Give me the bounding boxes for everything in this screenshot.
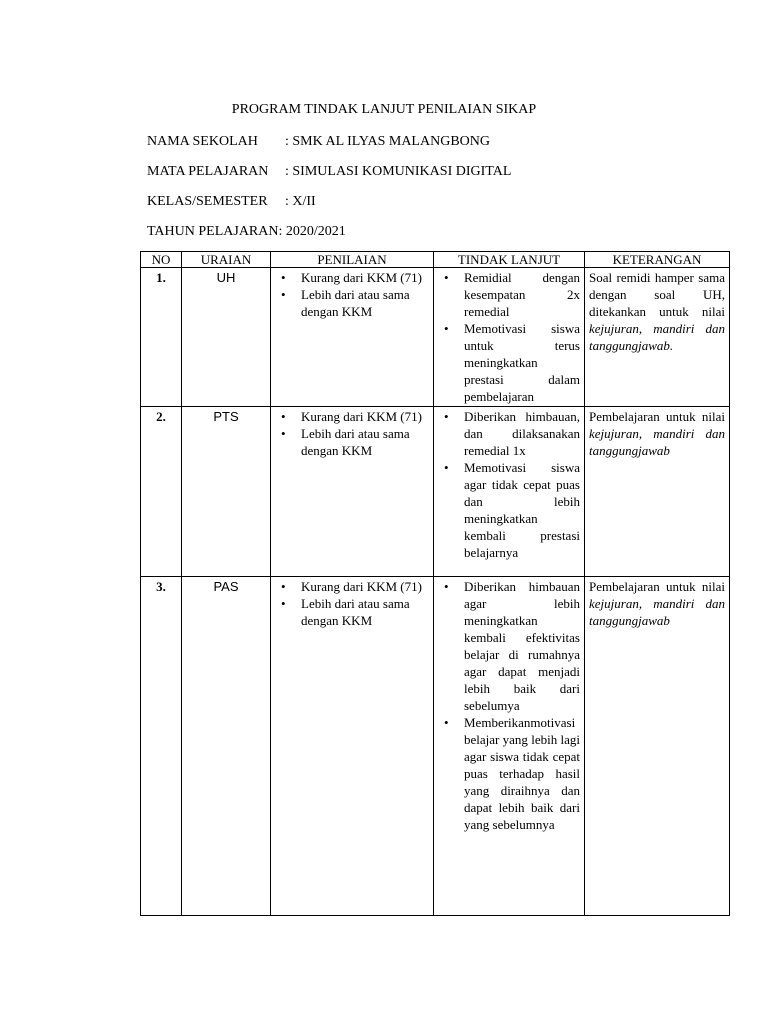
row-penilaian (271, 268, 434, 407)
document-title: PROGRAM TINDAK LANJUT PENILAIAN SIKAP (231, 102, 537, 117)
meta-subject-label: MATA PELAJARAN (147, 164, 269, 179)
row-uraian: PTS (182, 407, 271, 577)
row-tindak-lanjut (434, 577, 585, 916)
meta-class-label: KELAS/SEMESTER (147, 194, 268, 209)
list-item: • Memberikanmotivasi belajar yang lebih lagi agar siswa tidak cepat puas terhadap hasil yang diraihnya dan dapat lebih baik dari yang sebelumnya (464, 714, 580, 833)
row-tindak-lanjut (434, 268, 585, 407)
table-row (141, 407, 730, 577)
meta-subject (147, 163, 511, 181)
list-item: • Lebih dari atau sama dengan KKM (301, 425, 429, 459)
keterangan-text: Soal remidi hamper sama dengan soal UH, ditekankan untuk nilai (589, 270, 725, 319)
header-no: NO (141, 252, 182, 268)
row-keterangan (585, 577, 730, 916)
list-item: • Kurang dari KKM (71) (301, 578, 429, 595)
header-keterangan: KETERANGAN (585, 252, 730, 268)
header-penilaian: PENILAIAN (271, 252, 434, 268)
keterangan-values: kejujuran, mandiri dan tanggungjawab. (589, 321, 725, 353)
header-tindak-lanjut: TINDAK LANJUT (434, 252, 585, 268)
list-item: • Lebih dari atau sama dengan KKM (301, 286, 429, 320)
row-keterangan (585, 407, 730, 577)
row-penilaian (271, 577, 434, 916)
row-number: 1. (141, 268, 182, 407)
table-row (141, 268, 730, 407)
list-item: • Memotivasi siswa agar tidak cepat puas dan lebih meningkatkan kembali prestasi belajarnya (464, 459, 580, 561)
list-item: • Memotivasi siswa untuk terus meningkatkan prestasi dalam pembelajaran (464, 320, 580, 405)
list-item: • Kurang dari KKM (71) (301, 408, 429, 425)
header-uraian: URAIAN (182, 252, 271, 268)
list-item: • Diberikan himbauan agar lebih meningkatkan kembali efektivitas belajar di rumahnya agar dapat menjadi lebih baik dari sebelumya (464, 578, 580, 714)
keterangan-values: kejujuran, mandiri dan tanggungjawab (589, 426, 725, 458)
meta-school-label: NAMA SEKOLAH (147, 134, 258, 149)
list-item: • Lebih dari atau sama dengan KKM (301, 595, 429, 629)
meta-year-label: TAHUN PELAJARAN: (147, 224, 283, 239)
meta-class-value: : X/II (285, 194, 316, 209)
table-header-row (141, 252, 730, 268)
row-tindak-lanjut (434, 407, 585, 577)
keterangan-values: kejujuran, mandiri dan tanggungjawab (589, 596, 725, 628)
meta-school (147, 133, 490, 151)
row-uraian: UH (182, 268, 271, 407)
meta-year (147, 223, 346, 241)
list-item: • Remidial dengan kesempatan 2x remedial (464, 269, 580, 320)
row-uraian: PAS (182, 577, 271, 916)
list-item: • Kurang dari KKM (71) (301, 269, 429, 286)
keterangan-text: Pembelajaran untuk nilai (589, 409, 725, 424)
keterangan-text: Pembelajaran untuk nilai (589, 579, 725, 594)
meta-year-value: 2020/2021 (285, 224, 346, 239)
meta-subject-value: : SIMULASI KOMUNIKASI DIGITAL (285, 164, 512, 179)
row-number: 3. (141, 577, 182, 916)
row-keterangan (585, 268, 730, 407)
table-row (141, 577, 730, 916)
meta-school-value: : SMK AL ILYAS MALANGBONG (285, 134, 490, 149)
row-penilaian (271, 407, 434, 577)
row-number: 2. (141, 407, 182, 577)
list-item: • Diberikan himbauan, dan dilaksanakan remedial 1x (464, 408, 580, 459)
meta-class (147, 193, 316, 211)
follow-up-table (140, 251, 730, 916)
